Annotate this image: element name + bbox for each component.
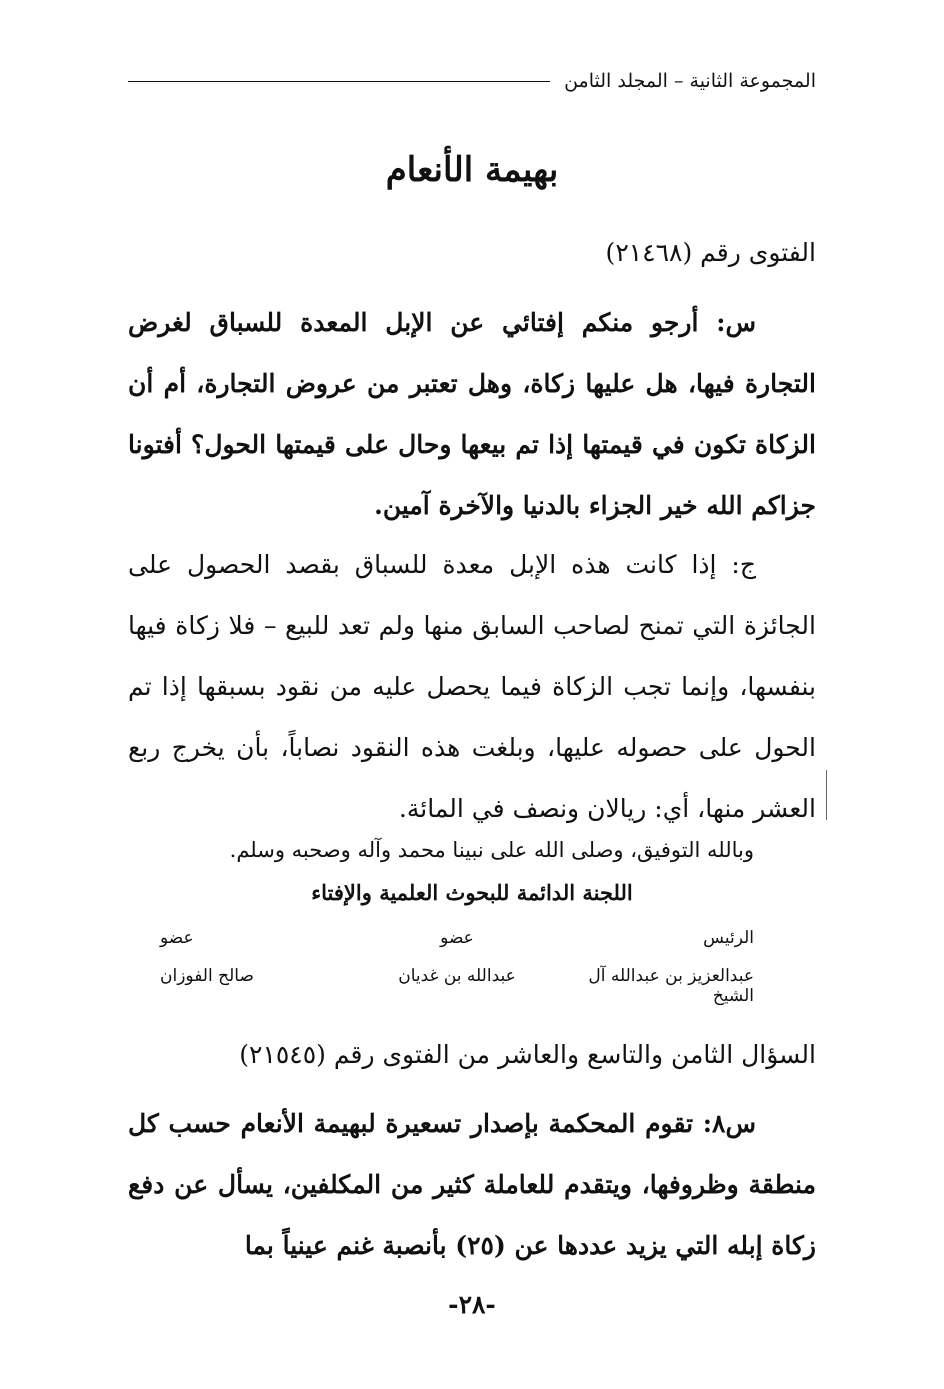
signatory-name-member: عبدالله بن غديان [398,966,516,986]
signatory-role-chair: الرئيس [703,928,754,948]
running-header [128,64,816,98]
section-title: بهيمة الأنعام [385,150,559,190]
header-rule [128,81,550,82]
signatory-roles [160,928,754,948]
fatwa-answer: ج: إذا كانت هذه الإبل معدة للسباق بقصد الحصول على الجائزة التي تمنح لصاحب السابق منها ولم تعد للبيع – فلا زكاة فيها بنفسها، وإنما تجب الزكاة فيما يحصل عليه من نقود بسبقها إذا تم الحول على حصوله عليها، وبلغت هذه النقود نصاباً، بأن يخرج ربع العشر منها، أي: ريالان ونصف في المائة. [128,550,816,823]
page-number: -٢٨- [448,1290,496,1319]
fatwa-heading: السؤال الثامن والتاسع والعاشر من الفتوى رقم (٢١٥٤٥) [239,1040,816,1069]
committee-name: اللجنة الدائمة للبحوث العلمية والإفتاء [311,880,633,905]
margin-mark [826,770,827,820]
signatory-name-chair: عبدالعزيز بن عبدالله آل الشيخ [588,966,754,1006]
signatory-name-member: صالح الفوزان [160,966,254,986]
fatwa-question: س٨: تقوم المحكمة بإصدار تسعيرة لبهيمة الأنعام حسب كل منطقة وظروفها، ويتقدم للعاملة كثير من المكلفين، يسأل عن دفع زكاة إبله التي يزيد عددها عن (٢٥) بأنصبة غنم عينياً بما [128,1109,816,1260]
closing-formula: وبالله التوفيق، وصلى الله على نبينا محمد وآله وصحبه وسلم. [229,838,754,862]
signatory-role-member: عضو [160,928,194,948]
fatwa-number-label: الفتوى رقم (٢١٤٦٨) [605,238,816,267]
signatory-role-member: عضو [440,928,474,948]
fatwa-question: س: أرجو منكم إفتائي عن الإبل المعدة للسباق لغرض التجارة فيها، هل عليها زكاة، وهل تعتبر من عروض التجارة، أم أن الزكاة تكون في قيمتها إذا تم بيعها وحال على قيمتها الحول؟ أفتونا جزاكم الله خير الجزاء بالدنيا والآخرة آمين. [128,308,816,520]
signatory-names [160,966,754,1006]
running-title: المجموعة الثانية – المجلد الثامن [564,70,816,92]
